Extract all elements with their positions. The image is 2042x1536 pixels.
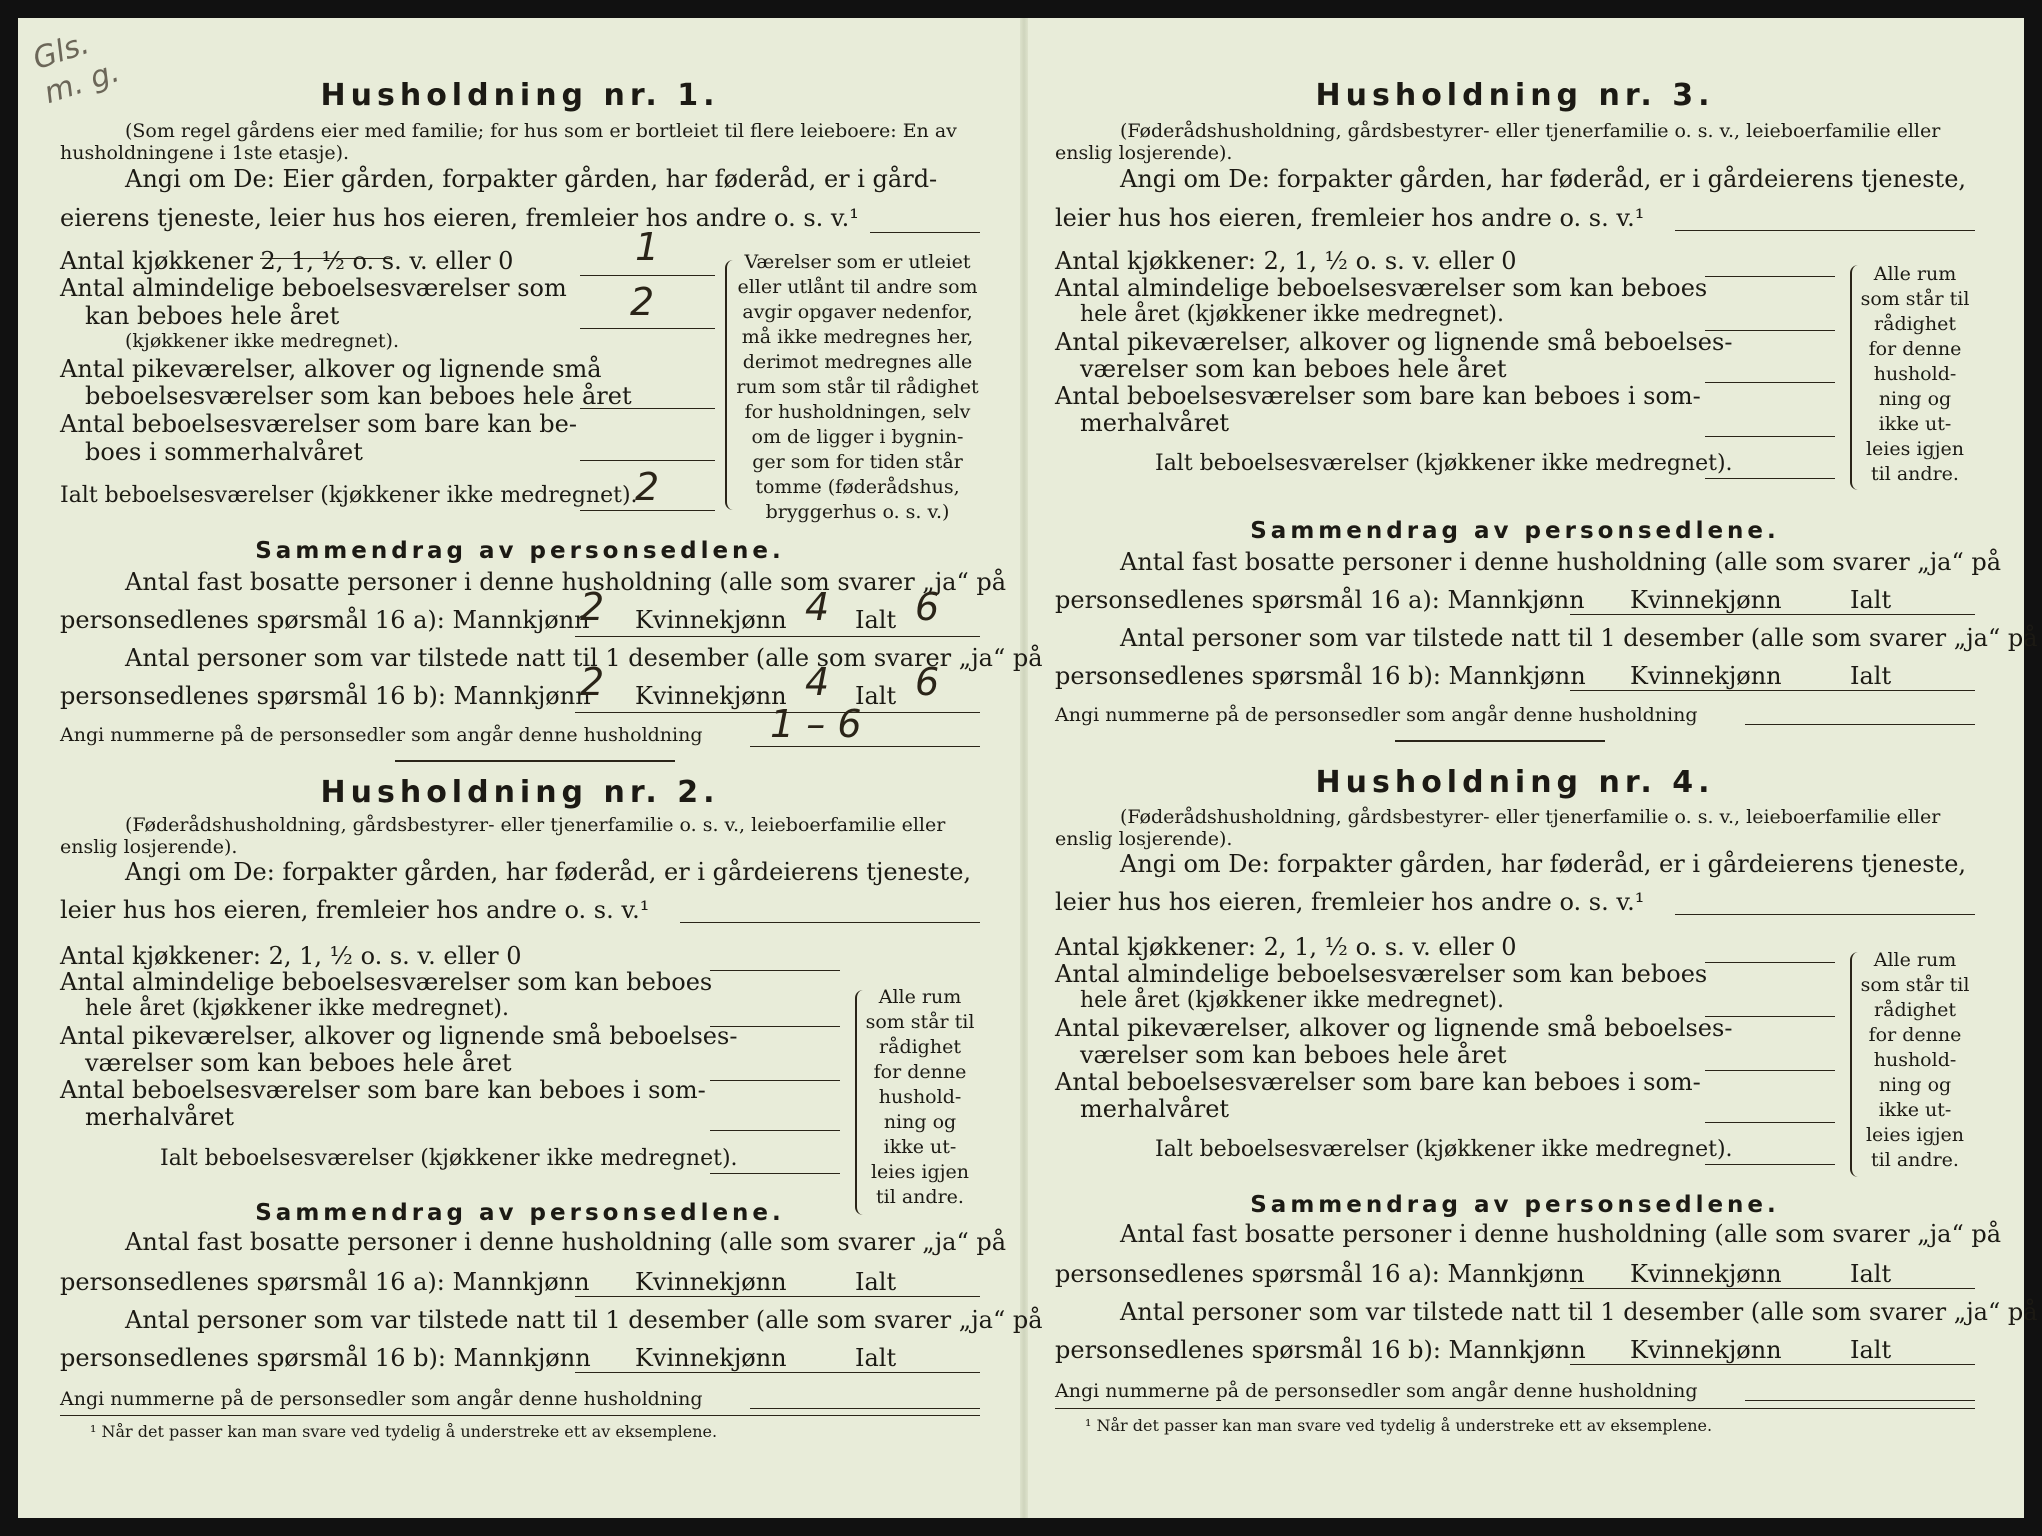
hh4-small-line[interactable] xyxy=(1705,1070,1835,1071)
household-4-note: (Føderådshusholdning, gårdsbestyrer- eller tjenerfamilie o. s. v., leieboerfamilie eller enslig losjerende). xyxy=(1055,806,1941,850)
hh2-side-line: hushold- xyxy=(878,1086,962,1108)
hh1-total-rooms-label: Ialt beboelsesværelser (kjøkkener ikke medregnet). xyxy=(60,483,638,508)
hh3-total-line[interactable] xyxy=(1705,478,1835,479)
hh2-line-16b[interactable] xyxy=(575,1372,980,1373)
hh3-small-line[interactable] xyxy=(1705,382,1835,383)
hh4-side-line: hushold- xyxy=(1873,1049,1957,1071)
household-4-title: Husholdning nr. 4. xyxy=(1315,765,1715,800)
hh2-side-line: for denne xyxy=(873,1061,967,1083)
hh3-angi-line[interactable] xyxy=(1675,230,1975,231)
hh1-rooms-answer-line[interactable] xyxy=(580,328,715,329)
footnote-rule xyxy=(60,1415,980,1416)
hh3-side-line: for denne xyxy=(1868,338,1962,360)
page-fold xyxy=(1020,18,1028,1518)
hh1-male-2: 2 xyxy=(580,660,605,704)
hh4-s2: personsedlenes spørsmål 16 a): Mannkjønn xyxy=(1055,1260,1585,1288)
hh1-s4: personsedlenes spørsmål 16 b): Mannkjønn xyxy=(60,682,591,710)
hh1-q-rooms-a: Antal almindelige beboelsesværelser som xyxy=(60,274,567,302)
hh2-numre-line[interactable] xyxy=(750,1408,980,1409)
household-4-angi-line2: leier hus hos eieren, fremleier hos andre o. s. v.¹ xyxy=(1055,888,1645,916)
hh3-side-line: rådighet xyxy=(1874,313,1956,335)
hh1-ialt-label-2: Ialt xyxy=(855,682,897,710)
hh4-numre-label: Angi nummerne på de personsedler som angår denne husholdning xyxy=(1055,1380,1698,1402)
hh2-side-line: leies igjen xyxy=(870,1161,970,1183)
hh2-summary-title: Sammendrag av personsedlene. xyxy=(255,1200,785,1226)
household-1-title: Husholdning nr. 1. xyxy=(320,78,720,113)
hh4-kitchen-line[interactable] xyxy=(1705,962,1835,963)
hh1-kitchens-answer-line[interactable] xyxy=(580,275,715,276)
hh1-side-line: eller utlånt til andre som xyxy=(737,276,978,298)
hh1-side-line: avgir opgaver nedenfor, xyxy=(742,301,973,323)
hh3-q-rooms-a: Antal almindelige beboelsesværelser som kan beboes xyxy=(1055,274,1708,302)
hh4-total-label: Ialt beboelsesværelser (kjøkkener ikke medregnet). xyxy=(1155,1137,1733,1162)
hh4-q-summer-b: merhalvåret xyxy=(1080,1095,1230,1123)
household-3-title: Husholdning nr. 3. xyxy=(1315,78,1715,113)
hh2-side-line: rådighet xyxy=(879,1036,961,1058)
hh4-s1: Antal fast bosatte personer i denne husholdning (alle som svarer „ja“ på xyxy=(1120,1220,2002,1248)
hh1-line-16a[interactable] xyxy=(575,636,980,637)
hh1-kv-label-1: Kvinnekjønn xyxy=(635,606,787,634)
hh3-line-16b[interactable] xyxy=(1570,690,1975,691)
household-3-note: (Føderådshusholdning, gårdsbestyrer- eller tjenerfamilie o. s. v., leieboerfamilie eller enslig losjerende). xyxy=(1055,120,1941,164)
hh4-s4: personsedlenes spørsmål 16 b): Mannkjønn xyxy=(1055,1336,1586,1364)
hh1-s1: Antal fast bosatte personer i denne husholdning (alle som svarer „ja“ på xyxy=(125,568,1007,596)
hh4-side-line: for denne xyxy=(1868,1024,1962,1046)
hh1-female-1: 4 xyxy=(805,585,830,629)
household-2-angi-line1: Angi om De: forpakter gården, har føderåd, er i gårdeierens tjeneste, xyxy=(125,858,972,886)
hh2-side-line: Alle rum xyxy=(878,986,962,1008)
hh1-q-summer-a: Antal beboelsesværelser som bare kan be- xyxy=(60,410,577,438)
hh1-side-line: ger som for tiden står xyxy=(752,451,963,473)
hh3-s4: personsedlenes spørsmål 16 b): Mannkjønn xyxy=(1055,662,1586,690)
hh1-kv-label-2: Kvinnekjønn xyxy=(635,682,787,710)
hh1-numre-answer: 1 – 6 xyxy=(770,702,862,746)
hh1-small-rooms-answer-line[interactable] xyxy=(580,408,715,409)
hh4-rooms-line[interactable] xyxy=(1705,1016,1835,1017)
hh1-side-line: må ikke medregnes her, xyxy=(741,326,974,348)
hh2-kv-1: Kvinnekjønn xyxy=(635,1268,787,1296)
hh1-male-1: 2 xyxy=(580,585,605,629)
hh3-s3: Antal personer som var tilstede natt til 1 desember (alle som svarer „ja“ på xyxy=(1120,624,2038,652)
hh2-side-line: ikke ut- xyxy=(883,1136,957,1158)
hh3-side-line: ikke ut- xyxy=(1878,413,1952,435)
hh1-q-rooms-b: kan beboes hele året xyxy=(85,302,340,330)
hh3-s2: personsedlenes spørsmål 16 a): Mannkjønn xyxy=(1055,586,1585,614)
household-1-angi-line2: eierens tjeneste, leier hus hos eieren, fremleier hos andre o. s. v.¹ xyxy=(60,204,859,232)
footnote-rule-right xyxy=(1055,1408,1975,1409)
hh1-q-summer-b: boes i sommerhalvåret xyxy=(85,438,363,466)
household-2-angi-line2: leier hus hos eieren, fremleier hos andre o. s. v.¹ xyxy=(60,896,650,924)
hh2-summer-line[interactable] xyxy=(710,1130,840,1131)
hh2-s4: personsedlenes spørsmål 16 b): Mannkjønn xyxy=(60,1344,591,1372)
hh1-side-line: Værelser som er utleiet xyxy=(744,251,971,273)
hh4-line-16a[interactable] xyxy=(1570,1288,1975,1289)
hh3-line-16a[interactable] xyxy=(1570,614,1975,615)
hh4-side-note xyxy=(1855,948,1975,1173)
hh1-total-answer-line[interactable] xyxy=(580,510,715,511)
hh2-side-line: til andre. xyxy=(876,1186,964,1208)
hh2-s3: Antal personer som var tilstede natt til 1 desember (alle som svarer „ja“ på xyxy=(125,1306,1043,1334)
hh1-ialt-label-1: Ialt xyxy=(855,606,897,634)
hh1-side-line: rum som står til rådighet xyxy=(736,376,979,398)
household-3-angi-line2: leier hus hos eieren, fremleier hos andre o. s. v.¹ xyxy=(1055,204,1645,232)
hh2-q-rooms-b: hele året (kjøkkener ikke medregnet). xyxy=(85,996,509,1021)
hh2-kitchen-line[interactable] xyxy=(710,970,840,971)
hh3-side-line: hushold- xyxy=(1873,363,1957,385)
hh3-side-note xyxy=(1855,262,1975,487)
hh4-side-line: ning og xyxy=(1878,1074,1952,1096)
hh1-side-line: derimot medregnes alle xyxy=(742,351,973,373)
hh1-kitchens-answer: 1 xyxy=(635,225,660,269)
hh1-total-2: 6 xyxy=(915,660,940,704)
hh1-side-note xyxy=(735,250,980,525)
household-2-title: Husholdning nr. 2. xyxy=(320,775,720,810)
hh3-numre-line[interactable] xyxy=(1745,724,1975,725)
hh2-q-rooms-a: Antal almindelige beboelsesværelser som kan beboes xyxy=(60,968,713,996)
hh1-summary-title: Sammendrag av personsedlene. xyxy=(255,538,785,564)
hh2-q-summer-b: merhalvåret xyxy=(85,1103,235,1131)
answer-line[interactable] xyxy=(870,232,980,233)
hh2-total-label: Ialt beboelsesværelser (kjøkkener ikke medregnet). xyxy=(160,1146,738,1171)
hh3-kv-2: Kvinnekjønn xyxy=(1630,662,1782,690)
hh2-line-16a[interactable] xyxy=(575,1296,980,1297)
hh4-summer-line[interactable] xyxy=(1705,1122,1835,1123)
hh4-side-line: rådighet xyxy=(1874,999,1956,1021)
hh3-q-small-b: værelser som kan beboes hele året xyxy=(1080,355,1507,383)
hh4-q-rooms-a: Antal almindelige beboelsesværelser som kan beboes xyxy=(1055,960,1708,988)
hh3-q-small-a: Antal pikeværelser, alkover og lignende små beboelses- xyxy=(1055,328,1733,356)
hh3-q-summer-b: merhalvåret xyxy=(1080,409,1230,437)
hh2-rooms-line[interactable] xyxy=(710,1026,840,1027)
hh4-q-small-a: Antal pikeværelser, alkover og lignende små beboelses- xyxy=(1055,1014,1733,1042)
hh4-side-line: Alle rum xyxy=(1873,949,1957,971)
hh4-summary-title: Sammendrag av personsedlene. xyxy=(1250,1192,1780,1218)
hh3-side-line: som står til xyxy=(1860,288,1970,310)
hh1-q-rooms-c: (kjøkkener ikke medregnet). xyxy=(125,330,399,352)
hh3-total-label: Ialt beboelsesværelser (kjøkkener ikke medregnet). xyxy=(1155,451,1733,476)
hh2-ialt-2: Ialt xyxy=(855,1344,897,1372)
hh3-q-kitchens: Antal kjøkkener: 2, 1, ½ o. s. v. eller 0 xyxy=(1055,247,1517,275)
hh4-numre-line[interactable] xyxy=(1745,1400,1975,1401)
hh1-q-small-rooms-b: beboelsesværelser som kan beboes hele året xyxy=(85,382,632,410)
hh1-total-1: 6 xyxy=(915,585,940,629)
hh1-side-line: tomme (føderådshus, xyxy=(755,476,960,498)
hh3-side-line: leies igjen xyxy=(1865,438,1965,460)
hh4-ialt-2: Ialt xyxy=(1850,1336,1892,1364)
hh1-total-answer: 2 xyxy=(635,465,660,509)
hh3-q-rooms-b: hele året (kjøkkener ikke medregnet). xyxy=(1080,302,1504,327)
hh3-side-line: til andre. xyxy=(1871,463,1959,485)
hh2-q-small-b: værelser som kan beboes hele året xyxy=(85,1049,512,1077)
hh4-side-line: som står til xyxy=(1860,974,1970,996)
household-1-angi-line1: Angi om De: Eier gården, forpakter gården, har føderåd, er i gård- xyxy=(125,165,938,193)
hh1-side-line: for husholdningen, selv xyxy=(744,401,971,423)
hh3-kv-1: Kvinnekjønn xyxy=(1630,586,1782,614)
hh2-ialt-1: Ialt xyxy=(855,1268,897,1296)
margin-note: Gls. m. g. xyxy=(28,26,124,112)
hh3-summary-title: Sammendrag av personsedlene. xyxy=(1250,518,1780,544)
hh4-side-line: ikke ut- xyxy=(1878,1099,1952,1121)
hh2-side-line: som står til xyxy=(865,1011,975,1033)
hh2-angi-line[interactable] xyxy=(680,922,980,923)
hh1-female-2: 4 xyxy=(805,660,830,704)
hh4-q-summer-a: Antal beboelsesværelser som bare kan beboes i som- xyxy=(1055,1068,1701,1096)
hh4-q-small-b: værelser som kan beboes hele året xyxy=(1080,1041,1507,1069)
hh2-kv-2: Kvinnekjønn xyxy=(635,1344,787,1372)
hh2-q-summer-a: Antal beboelsesværelser som bare kan beboes i som- xyxy=(60,1076,706,1104)
hh3-q-summer-a: Antal beboelsesværelser som bare kan beboes i som- xyxy=(1055,382,1701,410)
hh4-ialt-1: Ialt xyxy=(1850,1260,1892,1288)
hh2-s1: Antal fast bosatte personer i denne husholdning (alle som svarer „ja“ på xyxy=(125,1228,1007,1256)
hh1-s3: Antal personer som var tilstede natt til 1 desember (alle som svarer „ja“ på xyxy=(125,644,1043,672)
hh1-rooms-answer: 2 xyxy=(630,280,655,324)
hh4-q-rooms-b: hele året (kjøkkener ikke medregnet). xyxy=(1080,988,1504,1013)
hh1-numre-line[interactable] xyxy=(750,746,980,747)
footnote-left: ¹ Når det passer kan man svare ved tydelig å understreke ett av eksemplene. xyxy=(90,1422,718,1441)
hh3-ialt-2: Ialt xyxy=(1850,662,1892,690)
hh2-numre-label: Angi nummerne på de personsedler som angår denne husholdning xyxy=(60,1388,703,1410)
footnote-right: ¹ Når det passer kan man svare ved tydelig å understreke ett av eksemplene. xyxy=(1085,1416,1713,1435)
hh2-small-line[interactable] xyxy=(710,1080,840,1081)
hh3-rooms-line[interactable] xyxy=(1705,330,1835,331)
hh2-s2: personsedlenes spørsmål 16 a): Mannkjønn xyxy=(60,1268,590,1296)
hh2-side-note xyxy=(860,985,980,1210)
hh1-summer-answer-line[interactable] xyxy=(580,460,715,461)
hh3-kitchen-line[interactable] xyxy=(1705,276,1835,277)
hh1-side-line: om de ligger i bygnin- xyxy=(751,426,964,448)
hh4-total-line[interactable] xyxy=(1705,1164,1835,1165)
household-3-angi-line1: Angi om De: forpakter gården, har føderåd, er i gårdeierens tjeneste, xyxy=(1120,165,1967,193)
hh2-total-line[interactable] xyxy=(710,1173,840,1174)
hh3-summer-line[interactable] xyxy=(1705,436,1835,437)
hh4-q-kitchens: Antal kjøkkener: 2, 1, ½ o. s. v. eller 0 xyxy=(1055,933,1517,961)
hh1-s2: personsedlenes spørsmål 16 a): Mannkjønn xyxy=(60,606,590,634)
section-separator-right xyxy=(1395,740,1605,742)
section-separator xyxy=(395,760,675,762)
hh4-s3: Antal personer som var tilstede natt til 1 desember (alle som svarer „ja“ på xyxy=(1120,1298,2038,1326)
hh1-side-line: bryggerhus o. s. v.) xyxy=(765,501,950,523)
hh3-numre-label: Angi nummerne på de personsedler som angår denne husholdning xyxy=(1055,704,1698,726)
hh3-side-line: ning og xyxy=(1878,388,1952,410)
hh4-side-line: til andre. xyxy=(1871,1149,1959,1171)
hh4-line-16b[interactable] xyxy=(1570,1364,1975,1365)
hh1-q-kitchens: Antal kjøkkener 2, 1, ½ o. s. v. eller 0 xyxy=(60,247,514,275)
household-4-angi-line1: Angi om De: forpakter gården, har føderåd, er i gårdeierens tjeneste, xyxy=(1120,850,1967,878)
hh3-side-line: Alle rum xyxy=(1873,263,1957,285)
household-1-note: (Som regel gårdens eier med familie; for hus som er bortleiet til flere leieboere: En av husholdningene i 1ste etasje). xyxy=(60,120,957,164)
hh4-side-line: leies igjen xyxy=(1865,1124,1965,1146)
hh4-angi-line[interactable] xyxy=(1675,914,1975,915)
hh3-s1: Antal fast bosatte personer i denne husholdning (alle som svarer „ja“ på xyxy=(1120,548,2002,576)
hh2-side-line: ning og xyxy=(883,1111,957,1133)
hh1-q-small-rooms-a: Antal pikeværelser, alkover og lignende små xyxy=(60,355,602,383)
hh4-kv-2: Kvinnekjønn xyxy=(1630,1336,1782,1364)
hh3-ialt-1: Ialt xyxy=(1850,586,1892,614)
hh2-q-kitchens: Antal kjøkkener: 2, 1, ½ o. s. v. eller 0 xyxy=(60,942,522,970)
hh2-q-small-a: Antal pikeværelser, alkover og lignende små beboelses- xyxy=(60,1022,738,1050)
hh1-numre-label: Angi nummerne på de personsedler som angår denne husholdning xyxy=(60,724,703,746)
hh4-kv-1: Kvinnekjønn xyxy=(1630,1260,1782,1288)
household-2-note: (Føderådshusholdning, gårdsbestyrer- eller tjenerfamilie o. s. v., leieboerfamilie eller enslig losjerende). xyxy=(60,814,946,858)
